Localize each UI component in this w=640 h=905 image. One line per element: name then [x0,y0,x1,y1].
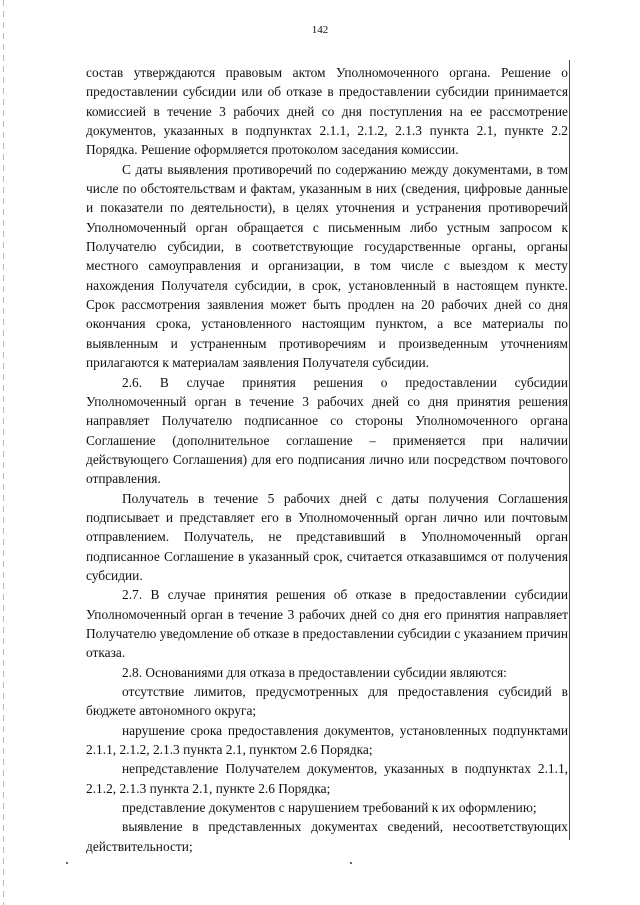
refusal-ground-formatting: представление документов с нарушением требований к их оформлению; [122,800,537,816]
paragraph-commission-decision: состав утверждаются правовым актом Уполномоченного органа. Решение о предоставлении субсидии или об отказе в предоставлении субсидии принимается комиссией в течение 3 рабочих дней со дня поступления на ее рассмотрение документов, указанных в подпунктах 2.1.1, 2.1.2, 2.1.3 пункта 2.1, пункте 2.2 Порядка. Решение оформляется протоколом заседания комиссии. [86,65,568,158]
right-margin-line [569,60,570,840]
scan-speck [350,862,352,864]
refusal-ground-missing-docs: непредставление Получателем документов, указанных в подпунктах 2.1.1, 2.1.2, 2.1.3 пункта 2.1, пункте 2.6 Порядка; [86,761,568,796]
scan-speck [66,862,68,864]
refusal-ground-deadline: нарушение срока предоставления документов, установленных подпунктами 2.1.1, 2.1.2, 2.1.3 пункта 2.1, пунктом 2.6 Порядка; [86,722,568,758]
paragraph-2-6: 2.6. В случае принятия решения о предоставлении субсидии Уполномоченный орган в течение 3 рабочих дней со дня принятия решения направляет Получателю подписанное со стороны Уполномоченного органа Соглашение (дополнительное соглашение – применяется при наличии действующего Соглашения) для его подписания лично или посредством почтового отправления. [86,374,568,487]
document-body [86,63,568,856]
paragraph-2-7: 2.7. В случае принятия решения об отказе в предоставлении субсидии Уполномоченный орган в течение 3 рабочих дней со дня его принятия направляет Получателю уведомление об отказе в предоставлении субсидии с указанием причин отказа. [86,587,568,661]
paragraph-recipient-signing: Получатель в течение 5 рабочих дней с даты получения Соглашения подписывает и представляет его в Уполномоченный орган лично или почтовым отправлением. Получатель, не представивший в Уполномоченный орган подписанное Соглашение в указанный срок, считается отказавшимся от получения субсидии. [86,490,568,583]
refusal-ground-false-info: выявление в представленных документах сведений, несоответствующих действительности; [86,819,568,854]
page-number: 142 [311,24,329,36]
paragraph-contradictions: С даты выявления противоречий по содержанию между документами, в том числе по обстоятельствам и фактам, указанным в них (сведения, цифровые данные и показатели по деятельности), в целях уточнения и устранения противоречий Уполномоченный орган обращается с письменным либо устным запросом к Получателю субсидии, в соответствующие государственные органы, органы местного самоуправления и организации, в том числе с выездом к месту нахождения Получателя субсидии, в срок, установленный в настоящем пункте. Срок рассмотрения заявления может быть продлен на 20 рабочих дней со дня окончания срока, установленного настоящим пунктом, а все материалы по выявленным и устраненным противоречиям и произведенным уточнениям прилагаются к материалам заявления Получателя субсидии. [86,161,568,371]
scan-edge-artifact [3,0,4,905]
refusal-ground-limits: отсутствие лимитов, предусмотренных для предоставления субсидий в бюджете автономного округа; [86,684,568,719]
paragraph-2-8: 2.8. Основаниями для отказа в предоставлении субсидии являются: [122,664,507,680]
